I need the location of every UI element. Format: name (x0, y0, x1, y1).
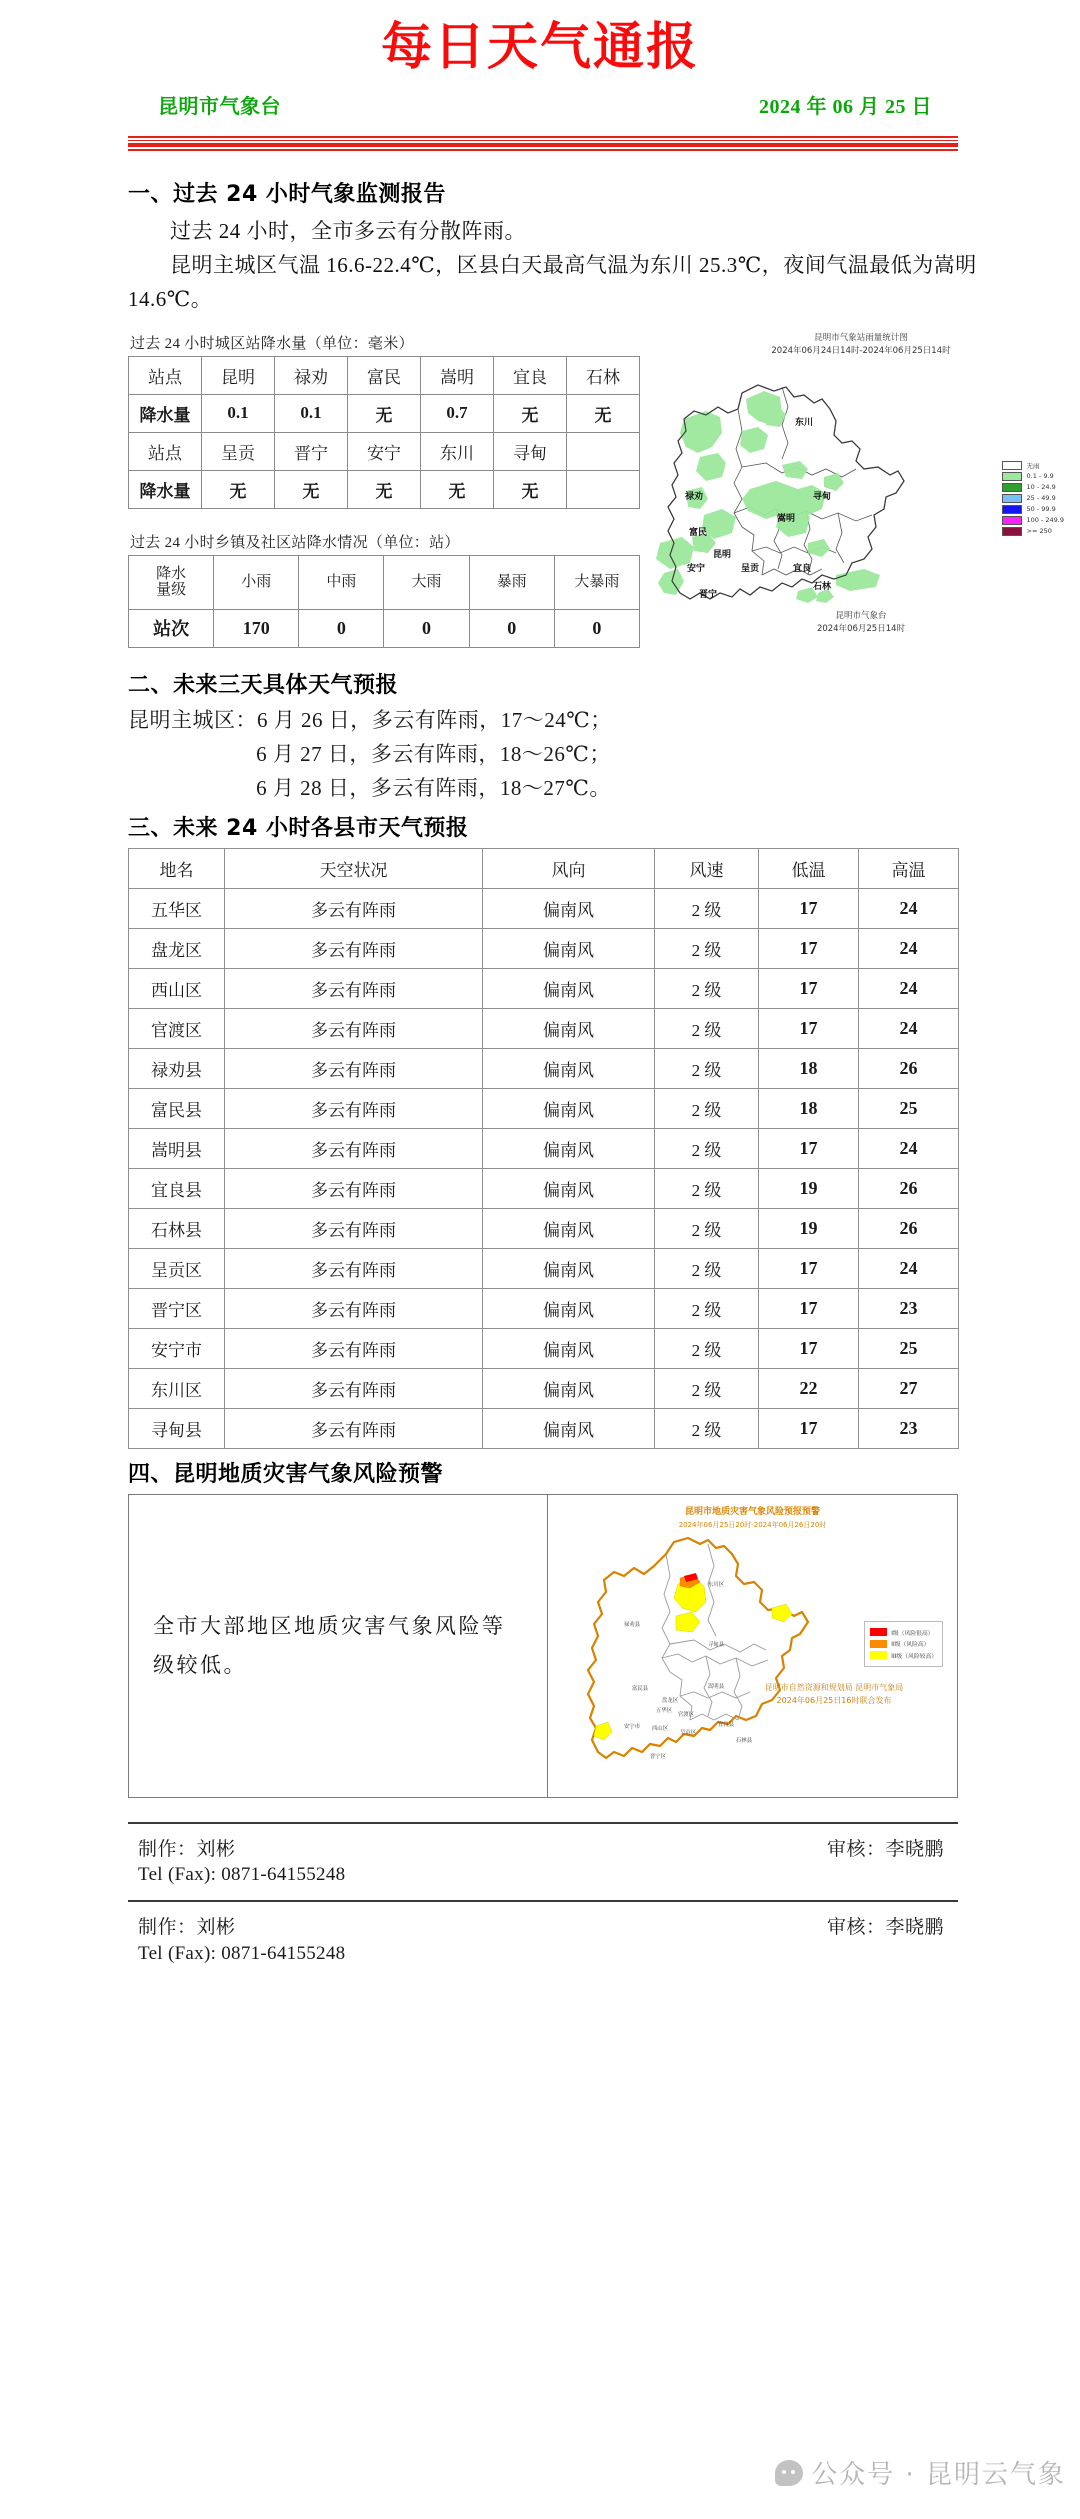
table-cell: 22 (759, 1368, 859, 1408)
section1-heading: 一、过去 24 小时气象监测报告 (128, 181, 446, 207)
table-cell: 多云有阵雨 (225, 1208, 483, 1248)
table-cell (567, 470, 640, 508)
svg-text:石林县: 石林县 (735, 1737, 753, 1744)
table-cell: 26 (859, 1168, 959, 1208)
table-cell: 偏南风 (483, 1168, 655, 1208)
table-cell: 无 (567, 394, 640, 432)
geo-risk-box (128, 1494, 958, 1798)
table-cell: 偏南风 (483, 928, 655, 968)
table-header-cell: 高温 (859, 848, 959, 888)
table-cell: 2 级 (655, 1008, 759, 1048)
svg-text:安宁市: 安宁市 (623, 1723, 641, 1730)
table-row (129, 928, 959, 968)
table-cell: 多云有阵雨 (225, 968, 483, 1008)
table-cell: 安宁 (348, 432, 421, 470)
table-cell: 呈贡 (202, 432, 275, 470)
table-cell: 18 (759, 1048, 859, 1088)
table-header-cell: 地名 (129, 848, 225, 888)
legend-label: 100 - 249.9 (1026, 516, 1064, 525)
table-cell: 多云有阵雨 (225, 1368, 483, 1408)
section-geo-risk (0, 1449, 1080, 1798)
legend-label: I级（风险很高） (891, 1630, 934, 1637)
header-meta-row (0, 80, 1080, 119)
table-cell: 0.7 (421, 394, 494, 432)
table-cell: 多云有阵雨 (225, 1128, 483, 1168)
svg-text:禄劝县: 禄劝县 (623, 1621, 641, 1628)
table-cell: 26 (859, 1048, 959, 1088)
svg-text:呈贡: 呈贡 (740, 564, 760, 575)
table-cell: 0 (469, 609, 554, 647)
table-row (129, 1248, 959, 1288)
table-cell: 25 (859, 1328, 959, 1368)
table-cell: 多云有阵雨 (225, 1168, 483, 1208)
table-cell: 偏南风 (483, 1328, 655, 1368)
table-row (129, 1368, 959, 1408)
table-cell: 2 级 (655, 888, 759, 928)
legend-swatch (870, 1651, 887, 1659)
table-cell: 寻甸 (494, 432, 567, 470)
table-header-cell: 低温 (759, 848, 859, 888)
table-cell: 2 级 (655, 928, 759, 968)
table-cell: 2 级 (655, 1128, 759, 1168)
table-cell: 2 级 (655, 1208, 759, 1248)
table-cell: 富民县 (129, 1088, 225, 1128)
svg-text:晋宁: 晋宁 (698, 590, 718, 601)
table-cell: 石林 (567, 356, 640, 394)
table-cell: 26 (859, 1208, 959, 1248)
svg-text:宜良县: 宜良县 (717, 1721, 735, 1728)
legend-item (1002, 526, 1065, 537)
table-row (129, 1088, 959, 1128)
legend-label: 0.1 - 9.9 (1026, 472, 1054, 481)
table-cell: 2 级 (655, 1368, 759, 1408)
table-cell: 偏南风 (483, 1208, 655, 1248)
row-header-cell: 降水量 (129, 394, 202, 432)
table-header-cell: 小雨 (214, 555, 299, 609)
legend-label: III级（风险较高） (891, 1653, 937, 1660)
rule-line-2 (128, 140, 958, 141)
table-cell: 富民 (348, 356, 421, 394)
table-cell: 0 (554, 609, 639, 647)
table-cell: 多云有阵雨 (225, 1088, 483, 1128)
legend-swatch (1002, 516, 1022, 526)
table-header-cell: 风速 (655, 848, 759, 888)
table-cell: 盘龙区 (129, 928, 225, 968)
table-cell: 五华区 (129, 888, 225, 928)
legend-swatch (1002, 494, 1022, 504)
legend-item (1002, 471, 1065, 482)
reviewer-label-2: 审核：李晓鹏 (826, 1917, 944, 1939)
table-header-cell: 天空状况 (225, 848, 483, 888)
svg-text:晋宁区: 晋宁区 (649, 1753, 667, 1760)
table-cell: 0.1 (275, 394, 348, 432)
rain-map-legend (1002, 460, 1065, 537)
table-row (129, 1168, 959, 1208)
table-cell: 17 (759, 968, 859, 1008)
section1-paragraph-2: 昆明主城区气温 16.6-22.4℃，区县白天最高气温为东川 25.3℃，夜间气温最低为嵩明 14.6℃。 (128, 252, 977, 311)
svg-text:盘龙区: 盘龙区 (661, 1697, 679, 1704)
monitoring-tables-and-map (128, 316, 1080, 648)
section-monitoring (0, 151, 1080, 316)
table-cell: 17 (759, 1288, 859, 1328)
rule-line-1 (128, 136, 958, 138)
svg-text:东川: 东川 (794, 418, 814, 429)
legend-item (870, 1627, 937, 1637)
geo-risk-text: 全市大部地区地质灾害气象风险等级较低。 (153, 1614, 506, 1677)
geo-risk-map-panel (548, 1495, 957, 1797)
table-cell: 25 (859, 1088, 959, 1128)
table-cell: 官渡区 (129, 1008, 225, 1048)
table-cell: 偏南风 (483, 1368, 655, 1408)
report-date: 2024 年 06 月 25 日 (759, 95, 932, 118)
legend-swatch (1002, 505, 1022, 515)
table-row (129, 888, 959, 928)
table-header-cell: 中雨 (299, 555, 384, 609)
rain-map-footer-line1: 昆明市气象台 (835, 611, 887, 622)
table-cell: 0.1 (202, 394, 275, 432)
table-cell: 偏南风 (483, 1128, 655, 1168)
table-cell: 无 (494, 470, 567, 508)
table-cell: 19 (759, 1208, 859, 1248)
table-cell: 多云有阵雨 (225, 1248, 483, 1288)
table-cell: 23 (859, 1288, 959, 1328)
table-cell: 0 (384, 609, 469, 647)
table-cell: 170 (214, 609, 299, 647)
section2-heading: 二、未来三天具体天气预报 (128, 672, 399, 698)
table-cell: 2 级 (655, 1408, 759, 1448)
svg-text:富民县: 富民县 (631, 1685, 649, 1692)
rain-map-footer (646, 610, 1076, 636)
table-cell: 晋宁 (275, 432, 348, 470)
table-cell: 24 (859, 968, 959, 1008)
table-cell: 2 级 (655, 1088, 759, 1128)
rain-map-subtitle: 2024年06月24日14时-2024年06月25日14时 (771, 345, 951, 356)
table-cell: 偏南风 (483, 1248, 655, 1288)
geo-map-title: 昆明市地质灾害气象风险预报预警 (684, 1506, 820, 1517)
table-cell: 24 (859, 1008, 959, 1048)
table-row (129, 356, 640, 394)
table-cell: 17 (759, 1408, 859, 1448)
table2-block (128, 531, 640, 648)
legend-item (1002, 515, 1065, 526)
svg-text:东川区: 东川区 (707, 1581, 725, 1588)
table-header-cell: 风向 (483, 848, 655, 888)
legend-swatch (1002, 472, 1022, 482)
page-title: 每日天气通报 (380, 18, 699, 77)
table-cell: 东川区 (129, 1368, 225, 1408)
urban-precipitation-table (128, 356, 640, 509)
table-cell: 2 级 (655, 1168, 759, 1208)
legend-swatch (1002, 461, 1022, 471)
rain-map-title-block (646, 332, 1076, 358)
table-row (129, 470, 640, 508)
svg-text:寻甸: 寻甸 (812, 492, 832, 503)
table-row (129, 1288, 959, 1328)
table-cell: 嵩明 (421, 356, 494, 394)
geo-risk-legend (864, 1621, 943, 1667)
rule-line-3 (128, 143, 958, 147)
table-cell: 嵩明县 (129, 1128, 225, 1168)
svg-text:石林: 石林 (812, 582, 832, 593)
svg-text:安宁: 安宁 (686, 564, 706, 575)
issuer-label: 昆明市气象台 (158, 93, 281, 118)
table-cell: 宜良县 (129, 1168, 225, 1208)
table-cell: 寻甸县 (129, 1408, 225, 1448)
monitoring-tables (128, 332, 640, 648)
table-cell: 17 (759, 888, 859, 928)
geo-map-credit-line1: 昆明市自然资源和规划局 昆明市气象局 (764, 1682, 904, 1692)
table-cell: 2 级 (655, 1288, 759, 1328)
table-cell: 多云有阵雨 (225, 888, 483, 928)
geo-map-subtitle: 2024年06月25日20时-2024年06月26日20时 (678, 1520, 827, 1529)
legend-label: II级（风险高） (891, 1642, 930, 1649)
svg-text:嵩明县: 嵩明县 (707, 1683, 725, 1690)
legend-label: 10 - 24.9 (1026, 483, 1056, 492)
watermark-text: 公众号 · 昆明云气象 (811, 2460, 1066, 2490)
table-cell: 多云有阵雨 (225, 1328, 483, 1368)
legend-swatch (870, 1640, 887, 1648)
table-cell: 17 (759, 1328, 859, 1368)
svg-text:富民: 富民 (688, 528, 708, 539)
table-cell: 2 级 (655, 1248, 759, 1288)
table1-caption: 过去 24 小时城区站降水量（单位：毫米） (130, 335, 414, 352)
table-cell: 禄劝县 (129, 1048, 225, 1088)
row-header-cell: 站点 (129, 432, 202, 470)
table-cell (567, 432, 640, 470)
table-cell: 无 (494, 394, 567, 432)
table-row (129, 1208, 959, 1248)
table-row (129, 1048, 959, 1088)
table-cell: 17 (759, 928, 859, 968)
table-cell: 多云有阵雨 (225, 928, 483, 968)
table-row (129, 1408, 959, 1448)
forecast-line-day3: 6 月 28 日，多云有阵雨，18～27℃。 (256, 775, 611, 800)
table-row (129, 609, 640, 647)
table-row (129, 555, 640, 609)
section1-paragraph-1: 过去 24 小时，全市多云有分散阵雨。 (170, 218, 526, 243)
table-cell: 19 (759, 1168, 859, 1208)
table-cell: 偏南风 (483, 1288, 655, 1328)
reviewer-label-1: 审核：李晓鹏 (826, 1838, 944, 1860)
table-cell: 多云有阵雨 (225, 1408, 483, 1448)
header-divider-rules (128, 136, 958, 151)
producer-label-1: 制作：刘彬 (138, 1838, 236, 1860)
row-header-cell: 站点 (129, 356, 202, 394)
legend-swatch (1002, 483, 1022, 493)
table-cell: 无 (275, 470, 348, 508)
table-cell: 24 (859, 1248, 959, 1288)
table-cell: 24 (859, 888, 959, 928)
section4-heading: 四、昆明地质灾害气象风险预警 (128, 1461, 444, 1487)
legend-item (870, 1650, 937, 1660)
table-cell: 安宁市 (129, 1328, 225, 1368)
table-cell: 18 (759, 1088, 859, 1128)
table-cell: 无 (348, 394, 421, 432)
table-cell: 17 (759, 1128, 859, 1168)
table-row (129, 968, 959, 1008)
table-header-cell: 大雨 (384, 555, 469, 609)
county-forecast-table (128, 848, 959, 1449)
table-cell: 呈贡区 (129, 1248, 225, 1288)
table-cell: 偏南风 (483, 1408, 655, 1448)
table-header-cell: 大暴雨 (554, 555, 639, 609)
geo-risk-text-panel (129, 1495, 548, 1797)
table-row (129, 1008, 959, 1048)
legend-item (1002, 460, 1065, 471)
legend-label: 50 - 99.9 (1026, 505, 1056, 514)
svg-text:五华区: 五华区 (655, 1707, 673, 1714)
table-cell: 17 (759, 1008, 859, 1048)
rain-map (646, 332, 1076, 635)
section-county-forecast (0, 805, 1080, 1449)
watermark (775, 2454, 1066, 2491)
table-row (129, 1128, 959, 1168)
table-cell: 无 (421, 470, 494, 508)
svg-text:宜良: 宜良 (792, 564, 812, 575)
table-cell: 17 (759, 1248, 859, 1288)
legend-label: 无雨 (1026, 461, 1040, 470)
table-cell: 多云有阵雨 (225, 1048, 483, 1088)
table-cell: 石林县 (129, 1208, 225, 1248)
row-header-cell: 降水量 (129, 470, 202, 508)
table-cell: 偏南风 (483, 1008, 655, 1048)
rule-line-4 (128, 149, 958, 151)
table-cell: 偏南风 (483, 888, 655, 928)
footer-row-2 (128, 1902, 958, 1943)
svg-text:昆明: 昆明 (712, 550, 732, 561)
table-cell: 0 (299, 609, 384, 647)
table-row (129, 394, 640, 432)
footer-tel-2: Tel (Fax): 0871-64155248 (138, 1942, 346, 1964)
table-row (129, 432, 640, 470)
document-footer (128, 1822, 958, 1979)
svg-text:呈贡区: 呈贡区 (679, 1729, 697, 1736)
table-cell: 27 (859, 1368, 959, 1408)
table-cell: 禄劝 (275, 356, 348, 394)
table-header-cell: 暴雨 (469, 555, 554, 609)
table-cell: 偏南风 (483, 1048, 655, 1088)
geo-map-credit-line2: 2024年06月25日16时联合发布 (776, 1696, 892, 1706)
table-cell: 24 (859, 928, 959, 968)
legend-item (1002, 493, 1065, 504)
document-header (0, 0, 1080, 151)
table-cell: 偏南风 (483, 1088, 655, 1128)
township-precipitation-table (128, 555, 640, 648)
table-header-row (129, 848, 959, 888)
table-cell: 多云有阵雨 (225, 1288, 483, 1328)
table-cell: 无 (348, 470, 421, 508)
forecast-line-day1: 昆明主城区：6 月 26 日，多云有阵雨，17～24℃； (128, 707, 612, 732)
rain-map-title: 昆明市气象站雨量统计图 (814, 332, 908, 343)
table-cell: 23 (859, 1408, 959, 1448)
section-three-day-forecast (0, 648, 1080, 805)
table-row (129, 1328, 959, 1368)
footer-row-1 (128, 1824, 958, 1865)
table2-caption: 过去 24 小时乡镇及社区站降水情况（单位：站） (130, 534, 460, 551)
legend-swatch (1002, 527, 1022, 537)
producer-label-2: 制作：刘彬 (138, 1917, 236, 1939)
svg-text:嵩明: 嵩明 (776, 514, 796, 525)
svg-text:官渡区: 官渡区 (677, 1711, 695, 1718)
table-cell: 2 级 (655, 1048, 759, 1088)
table-cell: 24 (859, 1128, 959, 1168)
table-cell: 西山区 (129, 968, 225, 1008)
table-cell: 偏南风 (483, 968, 655, 1008)
rain-map-panel (646, 332, 1080, 635)
svg-text:寻甸县: 寻甸县 (707, 1641, 725, 1648)
svg-text:西山区: 西山区 (651, 1725, 669, 1732)
legend-item (870, 1639, 937, 1649)
wechat-bubble-icon (775, 2460, 803, 2486)
table-cell: 昆明 (202, 356, 275, 394)
corner-header-cell: 降水 量级 (129, 555, 214, 609)
legend-label: >= 250 (1026, 527, 1052, 536)
geo-map-credit (719, 1681, 949, 1708)
legend-item (1002, 482, 1065, 493)
legend-item (1002, 504, 1065, 515)
section3-heading: 三、未来 24 小时各县市天气预报 (128, 815, 469, 841)
forecast-line-day2: 6 月 27 日，多云有阵雨，18～26℃； (256, 741, 611, 766)
table-cell: 无 (202, 470, 275, 508)
table-cell: 晋宁区 (129, 1288, 225, 1328)
legend-label: 25 - 49.9 (1026, 494, 1056, 503)
footer-tel-1: Tel (Fax): 0871-64155248 (138, 1864, 346, 1886)
svg-text:禄劝: 禄劝 (684, 492, 704, 503)
table-cell: 宜良 (494, 356, 567, 394)
table-cell: 多云有阵雨 (225, 1008, 483, 1048)
table-cell: 东川 (421, 432, 494, 470)
row-header-cell: 站次 (129, 609, 214, 647)
table-cell: 2 级 (655, 968, 759, 1008)
table-cell: 2 级 (655, 1328, 759, 1368)
legend-swatch (870, 1628, 887, 1636)
rain-map-footer-line2: 2024年06月25日14时 (816, 624, 906, 635)
